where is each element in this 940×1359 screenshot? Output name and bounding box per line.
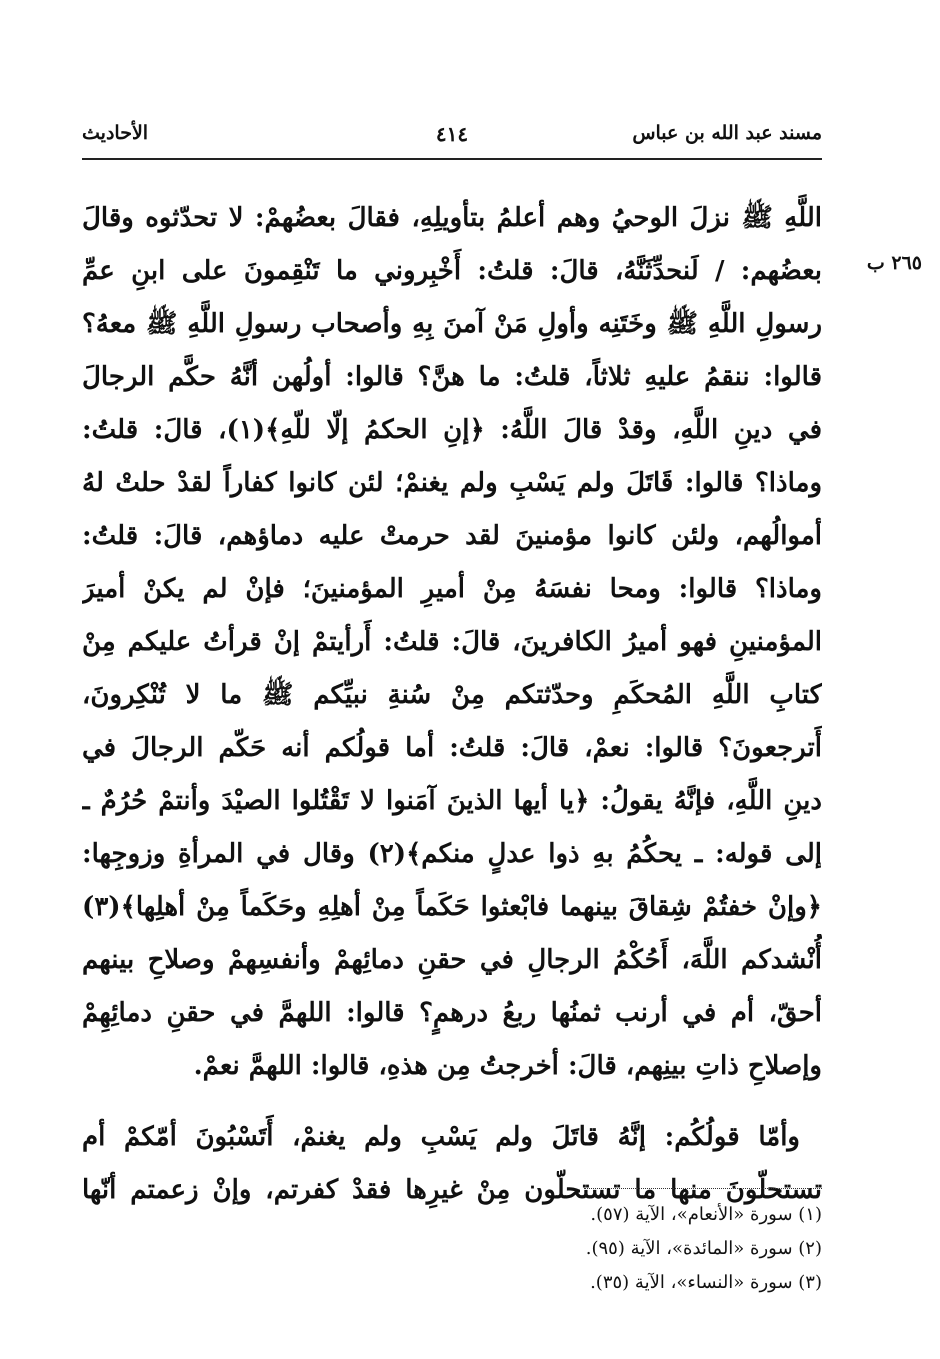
text-line: أُنْشدكم اللَّهَ، أَحُكْمُ الرجالِ في حقنِ دمائِهمْ وأنفسِهمْ وصلاحِ بينهم (82, 945, 822, 975)
text-line: وماذا؟ قالوا: قَاتَلَ ولم يَسْبِ ولم يغنمْ؛ لئن كانوا كفاراً لقدْ حلتْ لهُ (82, 468, 822, 498)
text-line: أموالُهم، ولئن كانوا مؤمنينَ لقد حرمتْ عليه دماؤهم، قالَ: قلتُ: (82, 521, 822, 551)
text-line: في دينِ اللَّهِ، وقدْ قالَ اللَّهُ: ﴿إنِ الحكمُ إلّا للّهِ﴾(١)، قالَ: قلتُ: (82, 415, 822, 445)
footnote: (٣) سورة «النساء»، الآية (٣٥). (590, 1272, 822, 1293)
text-line: دينِ اللَّهِ، فإنَّهُ يقولُ: ﴿يا أيها الذينَ آمَنوا لا تَقْتُلوا الصيْدَ وأنتمْ حُرُمٌ ـ (82, 786, 822, 816)
text-line: وإصلاحِ ذاتِ بينِهم، قالَ: أخرجتُ مِن هذهِ، قالوا: اللهمَّ نعمْ. (193, 1051, 822, 1081)
text-line: المؤمنينِ فهو أميرُ الكافرينَ، قالَ: قلتُ: أَرأيتمْ إنْ قرأتُ عليكم مِنْ (82, 627, 822, 657)
page-number: ٤١٤ (435, 122, 469, 146)
text-line: كتابِ اللَّهِ المُحكَمِ وحدّثتكم مِنْ سُنةِ نبيِّكم ﷺ ما لا تُنْكِرونَ، (82, 680, 822, 710)
paragraph-gap (82, 1093, 822, 1111)
text-line: تستحلّونَ منها ما تستحلّون مِنْ غيرِها فقدْ كفرتم، وإنْ زعمتم أنّها (82, 1175, 822, 1205)
text-line: أَترجعونَ؟ قالوا: نعمْ، قالَ: قلتُ: أما قولُكم أنه حَكّم الرجالَ في (82, 733, 822, 763)
text-line: إلى قوله: ـ يحكُمُ بهِ ذوا عدلٍ منكم﴾(٢) وقال في المرأةِ وزوجِها: (82, 839, 822, 869)
footnote: (١) سورة «الأنعام»، الآية (٥٧). (590, 1204, 822, 1225)
footnotes (422, 1198, 822, 1300)
book-title: مسند عبد الله بن عباس (632, 122, 822, 144)
footnote: (٢) سورة «المائدة»، الآية (٩٥). (585, 1238, 822, 1259)
main-text (82, 192, 822, 1217)
header-rule (82, 158, 822, 160)
text-line: بعضُهم: / لَنحدِّثَنَّهُ، قالَ: قلتُ: أَخْبِروني ما تَنْقِمونَ على ابنِ عمِّ (82, 256, 822, 286)
text-line: أحقّ، أم في أرنب ثمنُها ربعُ درهمٍ؟ قالوا: اللهمَّ في حقنِ دمائِهِمْ (82, 998, 822, 1028)
footnote-separator (584, 1188, 822, 1189)
text-line: وأمّا قولُكُم: إنَّهُ قاتَلَ ولم يَسْبِ ولم يغنمْ، أَتَسْبُونَ أمّكمْ أم (82, 1122, 800, 1152)
text-line: وماذا؟ قالوا: ومحا نفسَهُ مِنْ أميرِ المؤمنينَ؛ فإنْ لم يكنْ أميرَ (82, 574, 822, 604)
text-line: اللَّهِ ﷺ نزلَ الوحيُ وهم أعلمُ بتأويلِهِ، فقالَ بعضُهمْ: لا تحدّثوه وقالَ (82, 203, 822, 233)
text-line: ﴿وإنْ خفتُمْ شِقاقَ بينهما فابْعثوا حَكَماً مِنْ أهلِهِ وحَكَماً مِنْ أهلِها﴾(٣) (82, 892, 822, 922)
text-line: قالوا: ننقمُ عليهِ ثلاثاً، قلتُ: ما هنَّ؟ قالوا: أولُهن أنَّهُ حكَّم الرجالَ (82, 362, 822, 392)
margin-folio-note: ٢٦٥ ب (866, 252, 922, 274)
page-header (82, 122, 822, 156)
text-line: رسولِ اللَّهِ ﷺ وخَتَنِه وأولِ مَنْ آمنَ بِهِ وأصحاب رسولِ اللَّهِ ﷺ معهُ؟ (82, 309, 822, 339)
section-title: الأحاديث (82, 122, 149, 144)
